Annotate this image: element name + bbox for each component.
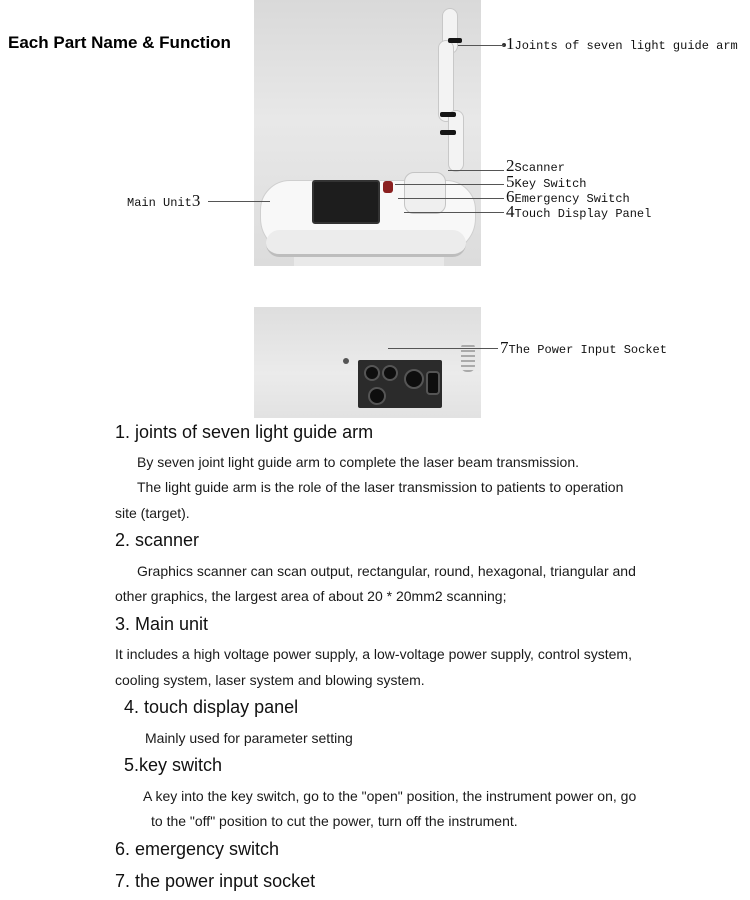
leader-line <box>458 45 504 46</box>
section-1-line: By seven joint light guide arm to complete the laser beam transmission. <box>137 454 579 470</box>
socket <box>364 365 380 381</box>
key-switch <box>383 181 393 193</box>
callout-power-socket <box>500 338 667 358</box>
callout-number: 1 <box>506 34 515 53</box>
page-title: Each Part Name & Function <box>8 33 231 52</box>
section-5-line: A key into the key switch, go to the "open" position, the instrument power on, go <box>143 788 637 804</box>
callout-number: 4 <box>506 202 515 221</box>
leader-line <box>395 184 504 185</box>
section-5-heading: 5.key switch <box>124 755 223 775</box>
device-photo <box>254 0 481 266</box>
section-2-heading: 2. scanner <box>115 530 200 550</box>
callout-main-unit <box>127 191 200 211</box>
callout-arm <box>506 34 738 54</box>
section-7-heading: 7. the power input socket <box>115 871 316 891</box>
section-3-line: It includes a high voltage power supply, a low-voltage power supply, control system, <box>115 646 632 662</box>
section-6-heading: 6. emergency switch <box>115 839 280 859</box>
callout-label: Touch Display Panel <box>514 207 652 221</box>
section-1-line: site (target). <box>115 505 190 521</box>
leader-line <box>398 198 504 199</box>
leader-line <box>448 170 504 171</box>
callout-number: 2 <box>506 156 515 175</box>
section-2-line: other graphics, the largest area of about 20 * 20mm2 scanning; <box>115 588 507 604</box>
section-4-heading: 4. touch display panel <box>124 697 299 717</box>
vent-grille <box>461 342 475 372</box>
screw <box>343 358 349 364</box>
callout-label: Scanner <box>514 161 565 175</box>
callout-number: 3 <box>191 191 201 210</box>
callout-label: Main Unit <box>127 196 192 210</box>
arm-band <box>448 38 462 43</box>
section-3-line: cooling system, laser system and blowing system. <box>115 672 425 688</box>
arm-segment <box>438 40 454 122</box>
plug <box>426 371 440 395</box>
callout-number: 6 <box>506 187 515 206</box>
arm-segment <box>448 110 464 172</box>
main-unit-base <box>266 230 466 257</box>
section-1-heading: 1. joints of seven light guide arm <box>115 422 374 442</box>
socket-photo <box>254 307 481 418</box>
callout-number: 7 <box>500 338 509 357</box>
section-5-line: to the "off" position to cut the power, turn off the instrument. <box>151 813 518 829</box>
leader-line <box>388 348 498 349</box>
section-2-line: Graphics scanner can scan output, rectangular, round, hexagonal, triangular and <box>137 563 636 579</box>
leader-line <box>404 212 504 213</box>
callout-touch-display <box>506 202 651 222</box>
callout-label: Key Switch <box>514 177 587 191</box>
socket <box>404 369 424 389</box>
touch-display <box>312 180 380 224</box>
leader-line <box>208 201 270 202</box>
section-1-line: The light guide arm is the role of the laser transmission to patients to operation <box>137 479 624 495</box>
section-4-line: Mainly used for parameter setting <box>145 730 353 746</box>
callout-label: Emergency Switch <box>514 192 630 206</box>
section-3-heading: 3. Main unit <box>115 614 209 634</box>
socket <box>382 365 398 381</box>
callout-number: 5 <box>506 172 515 191</box>
arm-band <box>440 130 456 135</box>
callout-label: The Power Input Socket <box>508 343 667 357</box>
arm-band <box>440 112 456 117</box>
callout-label: Joints of seven light guide arm <box>514 39 738 53</box>
scanner-head <box>404 172 446 214</box>
socket <box>368 387 386 405</box>
